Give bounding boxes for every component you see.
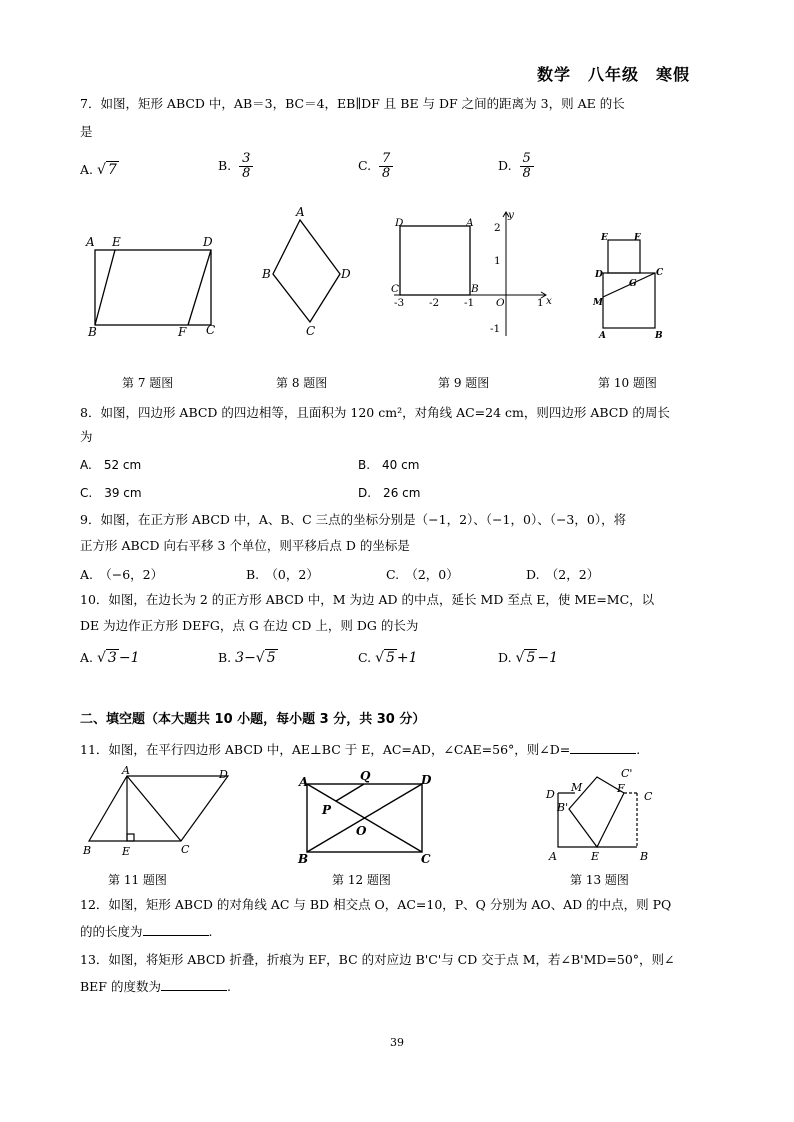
q8-option-a: A. 52 cm xyxy=(80,458,142,472)
figure-10 xyxy=(586,228,678,344)
label-D: D xyxy=(595,270,603,280)
q12-stem-line2: 的的长度为 . xyxy=(80,924,213,939)
q8-stem-line1: 8．如图，四边形 ABCD 的四边相等，且面积为 120 cm²，对角线 AC=24 cm，则四边形 ABCD 的周长 xyxy=(80,405,670,420)
q11-stem: 11．如图，在平行四边形 ABCD 中，AE⊥BC 于 E，AC=AD，∠CAE=56°，则∠D= . xyxy=(80,742,641,757)
label-B: B xyxy=(471,283,479,295)
q7-option-c: C. $\frac{7}{8}$ xyxy=(358,152,393,181)
label-A: A xyxy=(122,764,130,777)
label-B: B xyxy=(262,267,271,281)
caption-fig11: 第 11 题图 xyxy=(108,873,167,887)
label-D: D xyxy=(203,235,213,249)
q9-option-c: C. （2，0） xyxy=(386,567,459,582)
q10-option-a: A. √ 3 −1 xyxy=(80,650,140,666)
page-header: 数学 八年级 寒假 xyxy=(536,65,690,84)
answer-blank[interactable] xyxy=(143,923,209,936)
label-D: D xyxy=(219,768,228,781)
label-F: F xyxy=(178,325,187,339)
label-D: D xyxy=(341,267,351,281)
label-Q: Q xyxy=(360,769,371,783)
label-O: O xyxy=(356,824,367,838)
label-A: A xyxy=(299,775,309,789)
label-D: D xyxy=(421,773,432,787)
label-F: F xyxy=(634,233,641,243)
q9-stem-line1: 9．如图，在正方形 ABCD 中，A、B、C 三点的坐标分别是（−1，2）、（−1，0）、（−3，0），将 xyxy=(80,512,627,527)
q10-option-b: B. 3−√ 5 xyxy=(218,650,276,666)
q7-option-d: D. $\frac{5}{8}$ xyxy=(498,152,534,181)
caption-fig10: 第 10 题图 xyxy=(598,376,657,390)
label-B: B xyxy=(640,850,649,863)
tick-y1: 1 xyxy=(494,255,501,267)
figure-8 xyxy=(258,204,358,340)
q9-option-a: A. （−6，2） xyxy=(80,567,164,582)
label-A: A xyxy=(549,850,557,863)
q7-stem-line2: 是 xyxy=(80,124,93,139)
tick-y2: 2 xyxy=(494,222,501,234)
q7-option-b: B. $\frac{3}{8}$ xyxy=(218,152,253,181)
label-C: C xyxy=(421,852,431,866)
label-M: M xyxy=(571,781,583,794)
label-A: A xyxy=(466,217,474,229)
label-F: F xyxy=(617,782,625,795)
answer-blank[interactable] xyxy=(161,978,227,991)
q13-stem-line2: BEF 的度数为 . xyxy=(80,979,231,994)
figure-9 xyxy=(386,206,566,342)
q9-option-b: B. （0，2） xyxy=(246,567,319,582)
label-B: B xyxy=(298,852,309,866)
label-D: D xyxy=(395,217,404,229)
label-P: P xyxy=(322,803,332,817)
label-B: B xyxy=(83,844,92,857)
label-A: A xyxy=(599,331,606,341)
q8-option-b: B. 40 cm xyxy=(358,458,420,472)
figure-7 xyxy=(82,230,222,340)
q7-option-a: A. √ 7 xyxy=(80,162,117,178)
figure-11 xyxy=(80,764,240,860)
label-G: G xyxy=(629,279,637,289)
q8-option-c: C. 39 cm xyxy=(80,486,142,500)
label-C: C xyxy=(656,268,664,278)
label-B-prime: B' xyxy=(557,801,569,814)
q10-option-c: C. √ 5 +1 xyxy=(358,650,418,666)
caption-fig9: 第 9 题图 xyxy=(438,376,490,390)
q8-stem-line2: 为 xyxy=(80,429,93,444)
label-C: C xyxy=(644,790,653,803)
tick-x1: 1 xyxy=(537,297,544,309)
q9-stem-line2: 正方形 ABCD 向右平移 3 个单位，则平移后点 D 的坐标是 xyxy=(80,538,410,553)
tick-xn1: -1 xyxy=(464,297,475,309)
label-E: E xyxy=(601,233,608,243)
caption-fig13: 第 13 题图 xyxy=(570,873,629,887)
figure-12 xyxy=(296,766,440,866)
label-C: C xyxy=(306,324,316,338)
q7-stem-line1: 7．如图，矩形 ABCD 中，AB＝3，BC＝4，EB∥DF 且 BE 与 DF 之间的距离为 3，则 AE 的长 xyxy=(80,96,625,111)
figure-13 xyxy=(540,762,660,866)
label-E: E xyxy=(112,235,121,249)
q10-stem-line2: DE 为边作正方形 DEFG，点 G 在边 CD 上，则 DG 的长为 xyxy=(80,618,419,633)
label-A: A xyxy=(86,235,95,249)
label-B: B xyxy=(88,325,97,339)
answer-blank[interactable] xyxy=(570,741,636,754)
caption-fig12: 第 12 题图 xyxy=(332,873,391,887)
tick-xn3: -3 xyxy=(394,297,405,309)
label-B: B xyxy=(655,331,663,341)
q10-option-d: D. √ 5 −1 xyxy=(498,650,559,666)
section-heading: 二、填空题（本大题共 10 小题，每小题 3 分，共 30 分） xyxy=(80,712,426,727)
label-C: C xyxy=(391,283,400,295)
label-D: D xyxy=(546,788,555,801)
label-C-prime: C' xyxy=(621,767,633,780)
label-M: M xyxy=(593,298,603,308)
label-y: y xyxy=(508,209,514,221)
q9-option-d: D. （2，2） xyxy=(526,567,600,582)
q12-stem-line1: 12．如图，矩形 ABCD 的对角线 AC 与 BD 相交点 O，AC=10，P、Q 分别为 AO、AD 的中点，则 PQ xyxy=(80,897,672,912)
label-E: E xyxy=(591,850,600,863)
label-E: E xyxy=(122,845,131,858)
tick-yn1: -1 xyxy=(490,323,501,335)
label-x: x xyxy=(546,295,552,307)
caption-fig7: 第 7 题图 xyxy=(122,376,174,390)
q8-option-d: D. 26 cm xyxy=(358,486,421,500)
tick-xn2: -2 xyxy=(429,297,440,309)
q10-stem-line1: 10．如图，在边长为 2 的正方形 ABCD 中，M 为边 AD 的中点，延长 MD 至点 E，使 ME=MC，以 xyxy=(80,592,655,607)
caption-fig8: 第 8 题图 xyxy=(276,376,328,390)
label-C: C xyxy=(206,323,216,337)
label-C: C xyxy=(181,843,190,856)
label-A: A xyxy=(296,205,305,219)
label-O: O xyxy=(496,297,505,309)
q13-stem-line1: 13．如图，将矩形 ABCD 折叠，折痕为 EF，BC 的对应边 B'C'与 CD 交于点 M，若∠B'MD=50°，则∠ xyxy=(80,952,675,967)
page-number: 39 xyxy=(390,1036,404,1049)
